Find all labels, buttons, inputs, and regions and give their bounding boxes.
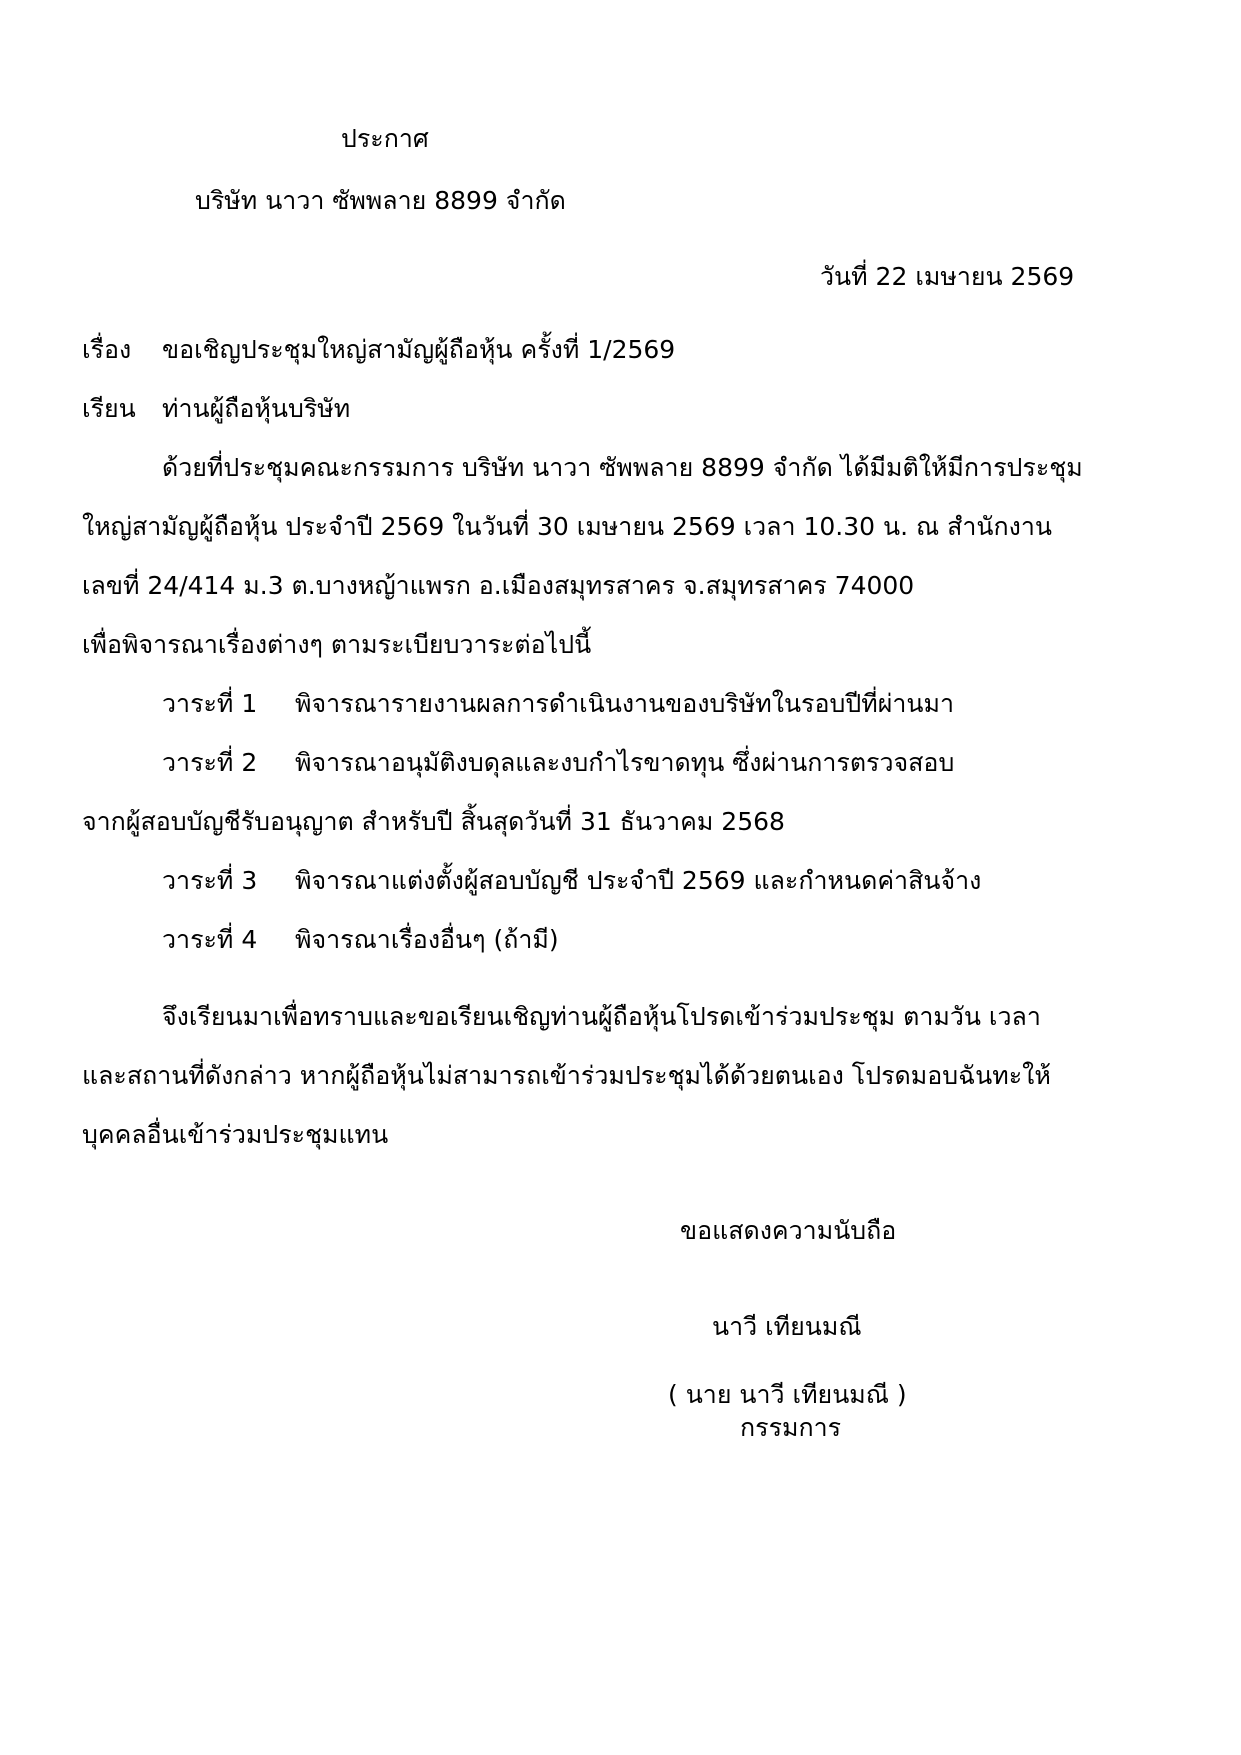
body-line: เลขที่ 24/414 ม.3 ต.บางหญ้าแพรก อ.เมืองสมุทรสาคร จ.สมุทรสาคร 74000 [82,571,915,600]
agenda-label: วาระที่ 3 [162,866,258,895]
closing-line: บุคคลอื่นเข้าร่วมประชุมแทน [82,1120,389,1149]
company-name: บริษัท นาวา ซัพพลาย 8899 จำกัด [195,186,566,215]
closing-line: และสถานที่ดังกล่าว หากผู้ถือหุ้นไม่สามารถเข้าร่วมประชุมได้ด้วยตนเอง โปรดมอบฉันทะให้ [82,1061,1051,1090]
body-line: ด้วยที่ประชุมคณะกรรมการ บริษัท นาวา ซัพพลาย 8899 จำกัด ได้มีมติให้มีการประชุม [162,453,1083,482]
signature-position: กรรมการ [740,1413,842,1442]
body-line: ใหญ่สามัญผู้ถือหุ้น ประจำปี 2569 ในวันที่ 30 เมษายน 2569 เวลา 10.30 น. ณ สำนักงาน [82,512,1052,541]
agenda-label: วาระที่ 4 [162,925,258,954]
recipient-label: เรียน [82,394,136,423]
signature-name: นาวี เทียนมณี [712,1312,862,1341]
subject-label: เรื่อง [82,335,132,364]
agenda-label: วาระที่ 1 [162,689,258,718]
document-date: วันที่ 22 เมษายน 2569 [820,262,1075,291]
recipient-text: ท่านผู้ถือหุ้นบริษัท [162,394,351,423]
body-line: เพื่อพิจารณาเรื่องต่างๆ ตามระเบียบวาระต่อไปนี้ [82,630,592,659]
signature-regards: ขอแสดงความนับถือ [680,1216,897,1245]
agenda-text: พิจารณาอนุมัติงบดุลและงบกำไรขาดทุน ซึ่งผ่านการตรวจสอบ [295,748,955,777]
closing-line: จึงเรียนมาเพื่อทราบและขอเรียนเชิญท่านผู้ถือหุ้นโปรดเข้าร่วมประชุม ตามวัน เวลา [162,1002,1041,1031]
signature-full-name: ( นาย นาวี เทียนมณี ) [668,1380,907,1409]
subject-text: ขอเชิญประชุมใหญ่สามัญผู้ถือหุ้น ครั้งที่ 1/2569 [162,335,676,364]
agenda-text: พิจารณารายงานผลการดำเนินงานของบริษัทในรอบปีที่ผ่านมา [295,689,954,718]
agenda-continuation: จากผู้สอบบัญชีรับอนุญาต สำหรับปี สิ้นสุดวันที่ 31 ธันวาคม 2568 [82,807,785,836]
agenda-text: พิจารณาแต่งตั้งผู้สอบบัญชี ประจำปี 2569 และกำหนดค่าสินจ้าง [295,866,982,895]
page-title: ประกาศ [341,124,429,153]
agenda-text: พิจารณาเรื่องอื่นๆ (ถ้ามี) [295,925,559,954]
agenda-label: วาระที่ 2 [162,748,258,777]
